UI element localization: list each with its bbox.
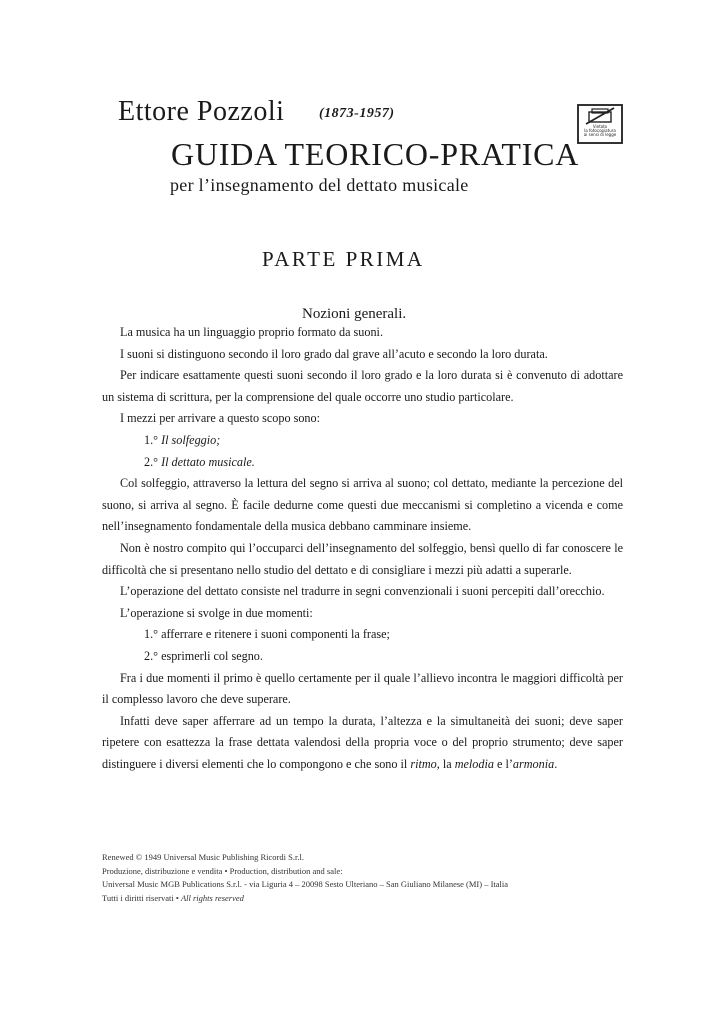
paragraph xyxy=(102,711,623,776)
list-text: afferrare e ritenere i suoni componenti la frase; xyxy=(161,627,390,642)
paragraph-text: la xyxy=(442,756,452,771)
list-number: 2.° xyxy=(144,454,159,469)
paragraph: L’operazione si svolge in due momenti: xyxy=(120,605,313,620)
book-subtitle: per l’insegnamento del dettato musicale xyxy=(170,175,469,195)
paragraph: L’operazione del dettato consiste nel tradurre in segni convenzionali i suoni percepiti dall’orecchio. xyxy=(120,584,605,599)
list-item xyxy=(102,646,623,668)
footer-line: Produzione, distribuzione e vendita • Production, distribution and sale: xyxy=(102,865,343,876)
list-item xyxy=(102,624,623,646)
footer-line xyxy=(102,892,632,906)
punctuation: , xyxy=(436,756,440,771)
author-name: Ettore Pozzoli xyxy=(118,96,285,127)
stamp-text-line: ai sensi di legge xyxy=(583,132,617,137)
paragraph: I suoni si distinguono secondo il loro grado dal grave all’acuto e secondo la loro durata. xyxy=(120,346,548,361)
stamp-text-line: Vietato xyxy=(592,124,608,129)
footer-line: Universal Music MGB Publications S.r.l. - via Liguria 4 – 20098 Sesto Ulteriano – San Giuliano Milanese (MI) – Italia xyxy=(102,879,509,889)
paragraph: I mezzi per arrivare a questo scopo sono: xyxy=(120,411,320,426)
stamp-text-line: la fotocopiatura xyxy=(584,128,616,133)
paragraph: Col solfeggio, attraverso la lettura del segno si arriva al suono; col dettato, mediante la percezione del suono, si arriva al segno. È facile dedurne come questi due meccanismi si completino a vicenda e come nell’insegnamento fondamentale della musica debbano camminare insieme. xyxy=(102,476,623,534)
paragraph: La musica ha un linguaggio proprio formato da suoni. xyxy=(120,325,383,339)
paragraph: Per indicare esattamente questi suoni secondo il loro grado e la loro durata si è convenuto di adottare un sistema di scrittura, per la comprensione del quale occorre uno studio particolare. xyxy=(102,368,623,404)
term-melodia: melodia xyxy=(454,756,494,771)
paragraph: Fra i due momenti il primo è quello certamente per il quale l’allievo incontra le maggiori difficoltà per il complesso lavoro che deve superare. xyxy=(102,670,623,707)
list-text: esprimerli col segno. xyxy=(161,648,263,663)
list-text: Il dettato musicale. xyxy=(161,454,255,469)
footer-text: Tutti i diritti riservati • xyxy=(102,892,179,903)
list-number: 1.° xyxy=(144,432,159,447)
author-dates: (1873-1957) xyxy=(319,106,395,121)
paragraph: Non è nostro compito qui l’occuparci dell’insegnamento del solfeggio, bensì quello di far conoscere le difficoltà che si presentano nello studio del dettato e di consigliare i mezzi più adatti a superarle. xyxy=(102,540,623,577)
crossed-copier-icon xyxy=(583,107,617,125)
copyright-footer xyxy=(102,851,632,905)
list-number: 1.° xyxy=(144,627,159,642)
paragraph-text: Infatti deve saper afferrare ad un tempo la durata, l’altezza e la simultaneità dei suoni; deve saper ripetere con esattezza la frase dettata valendosi della propria voce o del proprio strumento; deve saper distinguere i diversi elementi che lo compongono e che sono il xyxy=(102,713,623,771)
term-armonia: armonia xyxy=(512,756,555,771)
term-ritmo: ritmo xyxy=(410,756,437,771)
list-item xyxy=(102,430,623,452)
book-title: GUIDA TEORICO-PRATICA xyxy=(171,136,580,172)
section-heading: Nozioni generali. xyxy=(302,306,407,322)
list-number: 2.° xyxy=(144,648,159,663)
part-heading: PARTE PRIMA xyxy=(262,247,425,271)
body-text xyxy=(102,322,623,775)
punctuation: . xyxy=(554,756,558,771)
footer-italic-text: All rights reserved xyxy=(180,892,244,903)
list-item xyxy=(102,452,623,474)
no-photocopy-stamp xyxy=(577,104,623,144)
footer-line: Renewed © 1949 Universal Music Publishing Ricordi S.r.l. xyxy=(102,852,304,862)
paragraph-text: e l’ xyxy=(497,756,513,771)
list-text: Il solfeggio; xyxy=(161,432,221,447)
